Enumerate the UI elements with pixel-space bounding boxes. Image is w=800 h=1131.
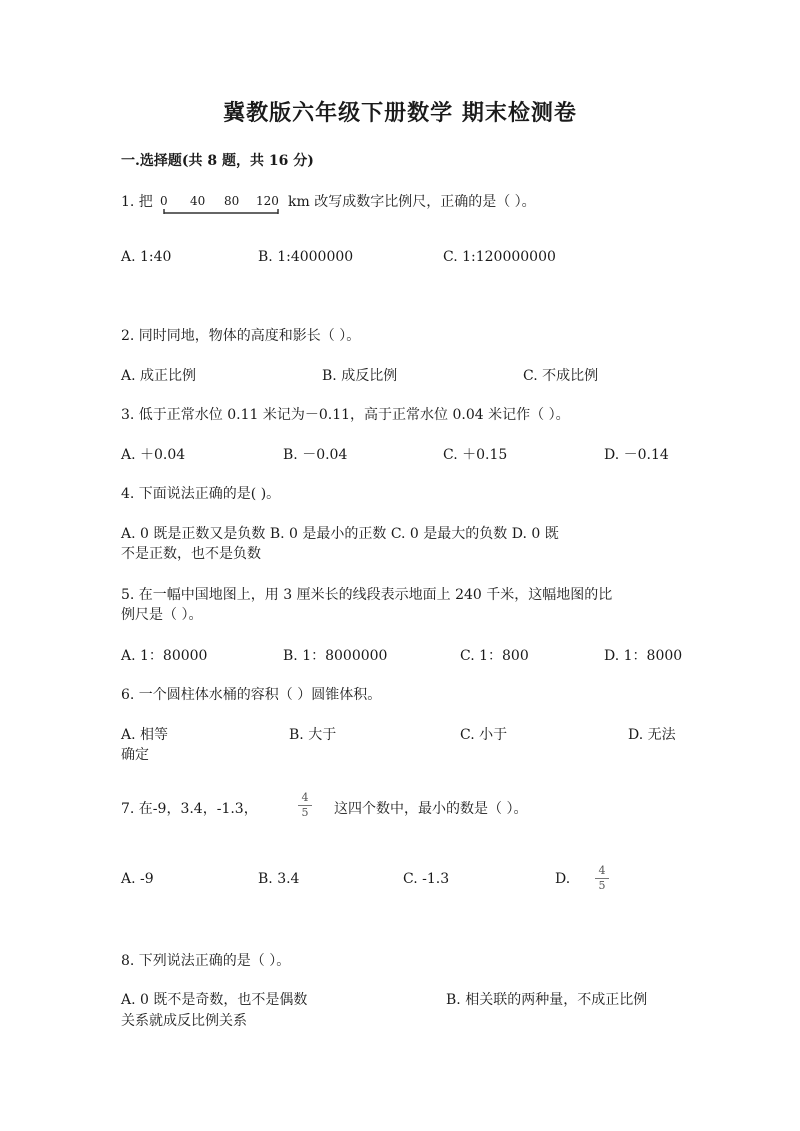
- option-c[interactable]: C. 1：800: [460, 648, 529, 664]
- question-3: 3. 低于正常水位 0.11 米记为－0.11，高于正常水位 0.04 米记作（ ）。: [121, 407, 570, 423]
- option-d[interactable]: D. －0.14: [604, 447, 669, 463]
- option-b[interactable]: B. 相关联的两种量，不成正比例: [446, 992, 648, 1008]
- fraction-numerator: 4: [301, 791, 309, 804]
- fraction-four-fifths: [595, 865, 609, 892]
- question-4-options-line-2: 不是正数，也不是负数: [121, 546, 261, 562]
- scale-bar: [160, 196, 282, 224]
- question-7-suffix: 这四个数中，最小的数是（ ）。: [334, 801, 528, 817]
- question-6: 6. 一个圆柱体水桶的容积（ ）圆锥体积。: [121, 687, 382, 703]
- section-heading: 一.选择题(共 8 题，共 16 分): [121, 153, 314, 169]
- fraction-denominator: 5: [301, 806, 309, 819]
- option-a[interactable]: A. ＋0.04: [121, 447, 186, 463]
- scale-label: 120: [256, 194, 279, 208]
- option-c[interactable]: C. ＋0.15: [443, 447, 508, 463]
- question-1-suffix: km 改写成数字比例尺，正确的是（ ）。: [288, 194, 536, 210]
- option-b[interactable]: B. 大于: [289, 727, 337, 743]
- question-4-options-line-1[interactable]: A. 0 既是正数又是负数 B. 0 是最小的正数 C. 0 是最大的负数 D. 0 既: [121, 526, 559, 542]
- scale-label: 40: [190, 194, 206, 208]
- fraction-four-fifths: [298, 792, 312, 819]
- option-d[interactable]: D. 1：8000: [604, 648, 683, 664]
- question-4: 4. 下面说法正确的是( )。: [121, 486, 281, 502]
- scale-label: 80: [224, 194, 240, 208]
- question-5-line-2: 例尺是（ ）。: [121, 607, 203, 623]
- option-a[interactable]: A. 相等: [121, 727, 169, 743]
- question-6-options-line-2: 确定: [121, 747, 149, 763]
- option-c[interactable]: C. 1:120000000: [443, 249, 556, 265]
- page-title: 冀教版六年级下册数学 期末检测卷: [223, 100, 577, 126]
- option-b[interactable]: B. 成反比例: [322, 368, 398, 384]
- question-8-options-line-2: 关系就成反比例关系: [121, 1013, 247, 1029]
- fraction-denominator: 5: [598, 879, 606, 892]
- option-c[interactable]: C. 不成比例: [523, 368, 599, 384]
- question-7-prefix: 7. 在-9，3.4，-1.3，: [121, 801, 258, 817]
- option-b[interactable]: B. －0.04: [283, 447, 348, 463]
- fraction-numerator: 4: [598, 864, 606, 877]
- option-b[interactable]: B. 3.4: [258, 871, 300, 887]
- option-a[interactable]: A. 0 既不是奇数，也不是偶数: [121, 992, 308, 1008]
- option-b[interactable]: B. 1:4000000: [258, 249, 354, 265]
- question-1-prefix: 1. 把: [121, 194, 153, 210]
- option-a[interactable]: A. 成正比例: [121, 368, 197, 384]
- option-a[interactable]: A. -9: [121, 871, 154, 887]
- option-b[interactable]: B. 1：8000000: [283, 648, 388, 664]
- option-c[interactable]: C. -1.3: [403, 871, 450, 887]
- option-a[interactable]: A. 1:40: [121, 249, 172, 265]
- scale-label: 0: [160, 194, 168, 208]
- question-8: 8. 下列说法正确的是（ ）。: [121, 953, 291, 969]
- option-a[interactable]: A. 1：80000: [121, 648, 208, 664]
- question-2: 2. 同时同地，物体的高度和影长（ ）。: [121, 328, 361, 344]
- option-d[interactable]: D.: [555, 871, 571, 887]
- option-d[interactable]: D. 无法: [628, 727, 676, 743]
- option-c[interactable]: C. 小于: [460, 727, 508, 743]
- question-5-line-1: 5. 在一幅中国地图上，用 3 厘米长的线段表示地面上 240 千米，这幅地图的比: [121, 587, 613, 603]
